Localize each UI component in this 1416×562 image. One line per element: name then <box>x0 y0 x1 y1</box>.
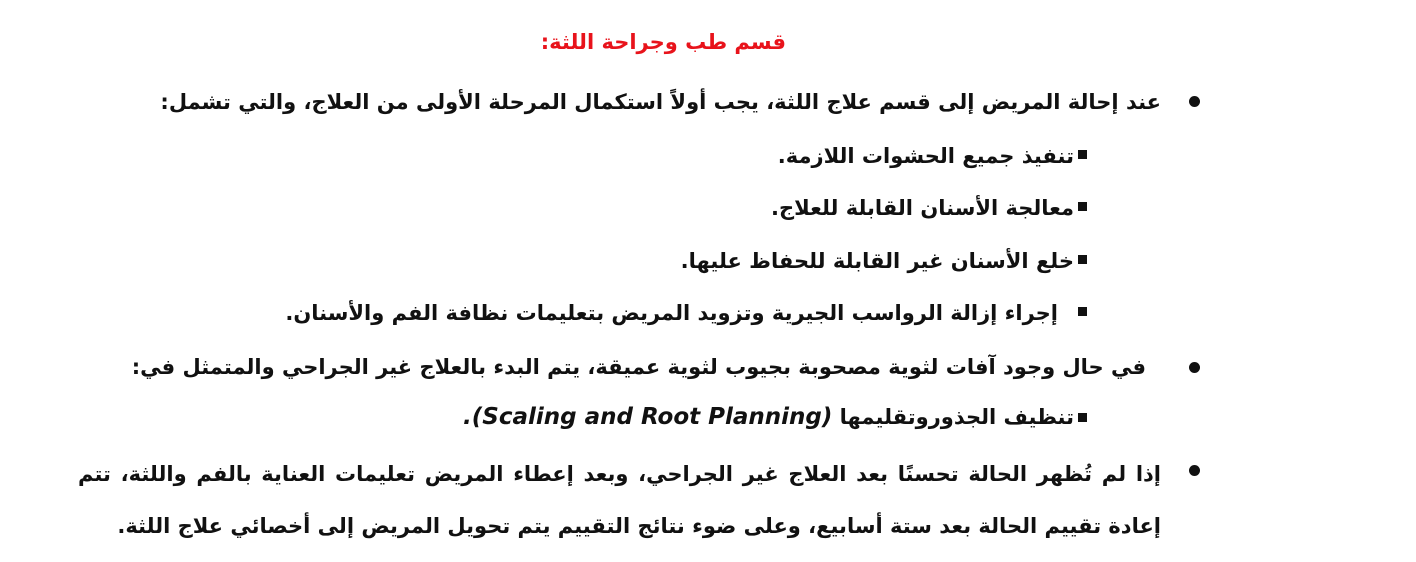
bullet-text-reevaluation: إذا لم تُظهر الحالة تحسنًا بعد العلاج غير الجراحي، وبعد إعطاء المريض تعليمات العناية بالفم واللثة، تتم إعادة تقييم الحالة بعد ستة أسابيع، وعلى ضوء نتائج التقييم يتم تحويل المريض إلى أخصائي علاج اللثة. <box>78 462 1161 538</box>
subitem-root-planning <box>463 402 1074 432</box>
bullet-text-periodontal-lesions: في حال وجود آفات لثوية مصحوبة بجيوب لثوية عميقة، يتم البدء بالعلاج غير الجراحي والمتمثل في: <box>131 355 1146 379</box>
subitem-extraction: خلع الأسنان غير القابلة للحفاظ عليها. <box>680 249 1074 273</box>
bullet-square-icon <box>1078 413 1087 422</box>
subitem-root-planning-latin: .(Scaling and Root Planning) <box>463 404 833 430</box>
subitem-fillings: تنفيذ جميع الحشوات اللازمة. <box>777 144 1074 168</box>
bullet-dot-icon <box>1189 96 1200 107</box>
section-heading: قسم طب وجراحة اللثة: <box>540 30 786 54</box>
bullet-text-referral: عند إحالة المريض إلى قسم علاج اللثة، يجب أولاً استكمال المرحلة الأولى من العلاج، والتي تشمل: <box>160 90 1161 114</box>
bullet-square-icon <box>1078 202 1087 211</box>
bullet-square-icon <box>1078 255 1087 264</box>
subitem-treat-teeth: معالجة الأسنان القابلة للعلاج. <box>771 196 1074 220</box>
subitem-root-planning-arabic: تنظيف الجذوروتقليمها <box>839 405 1074 429</box>
bullet-dot-icon <box>1189 465 1200 476</box>
subitem-scaling-hygiene: إجراء إزالة الرواسب الجيرية وتزويد المريض بتعليمات نظافة الفم والأسنان. <box>285 301 1058 325</box>
bullet-square-icon <box>1078 307 1087 316</box>
bullet-dot-icon <box>1189 362 1200 373</box>
bullet-square-icon <box>1078 150 1087 159</box>
